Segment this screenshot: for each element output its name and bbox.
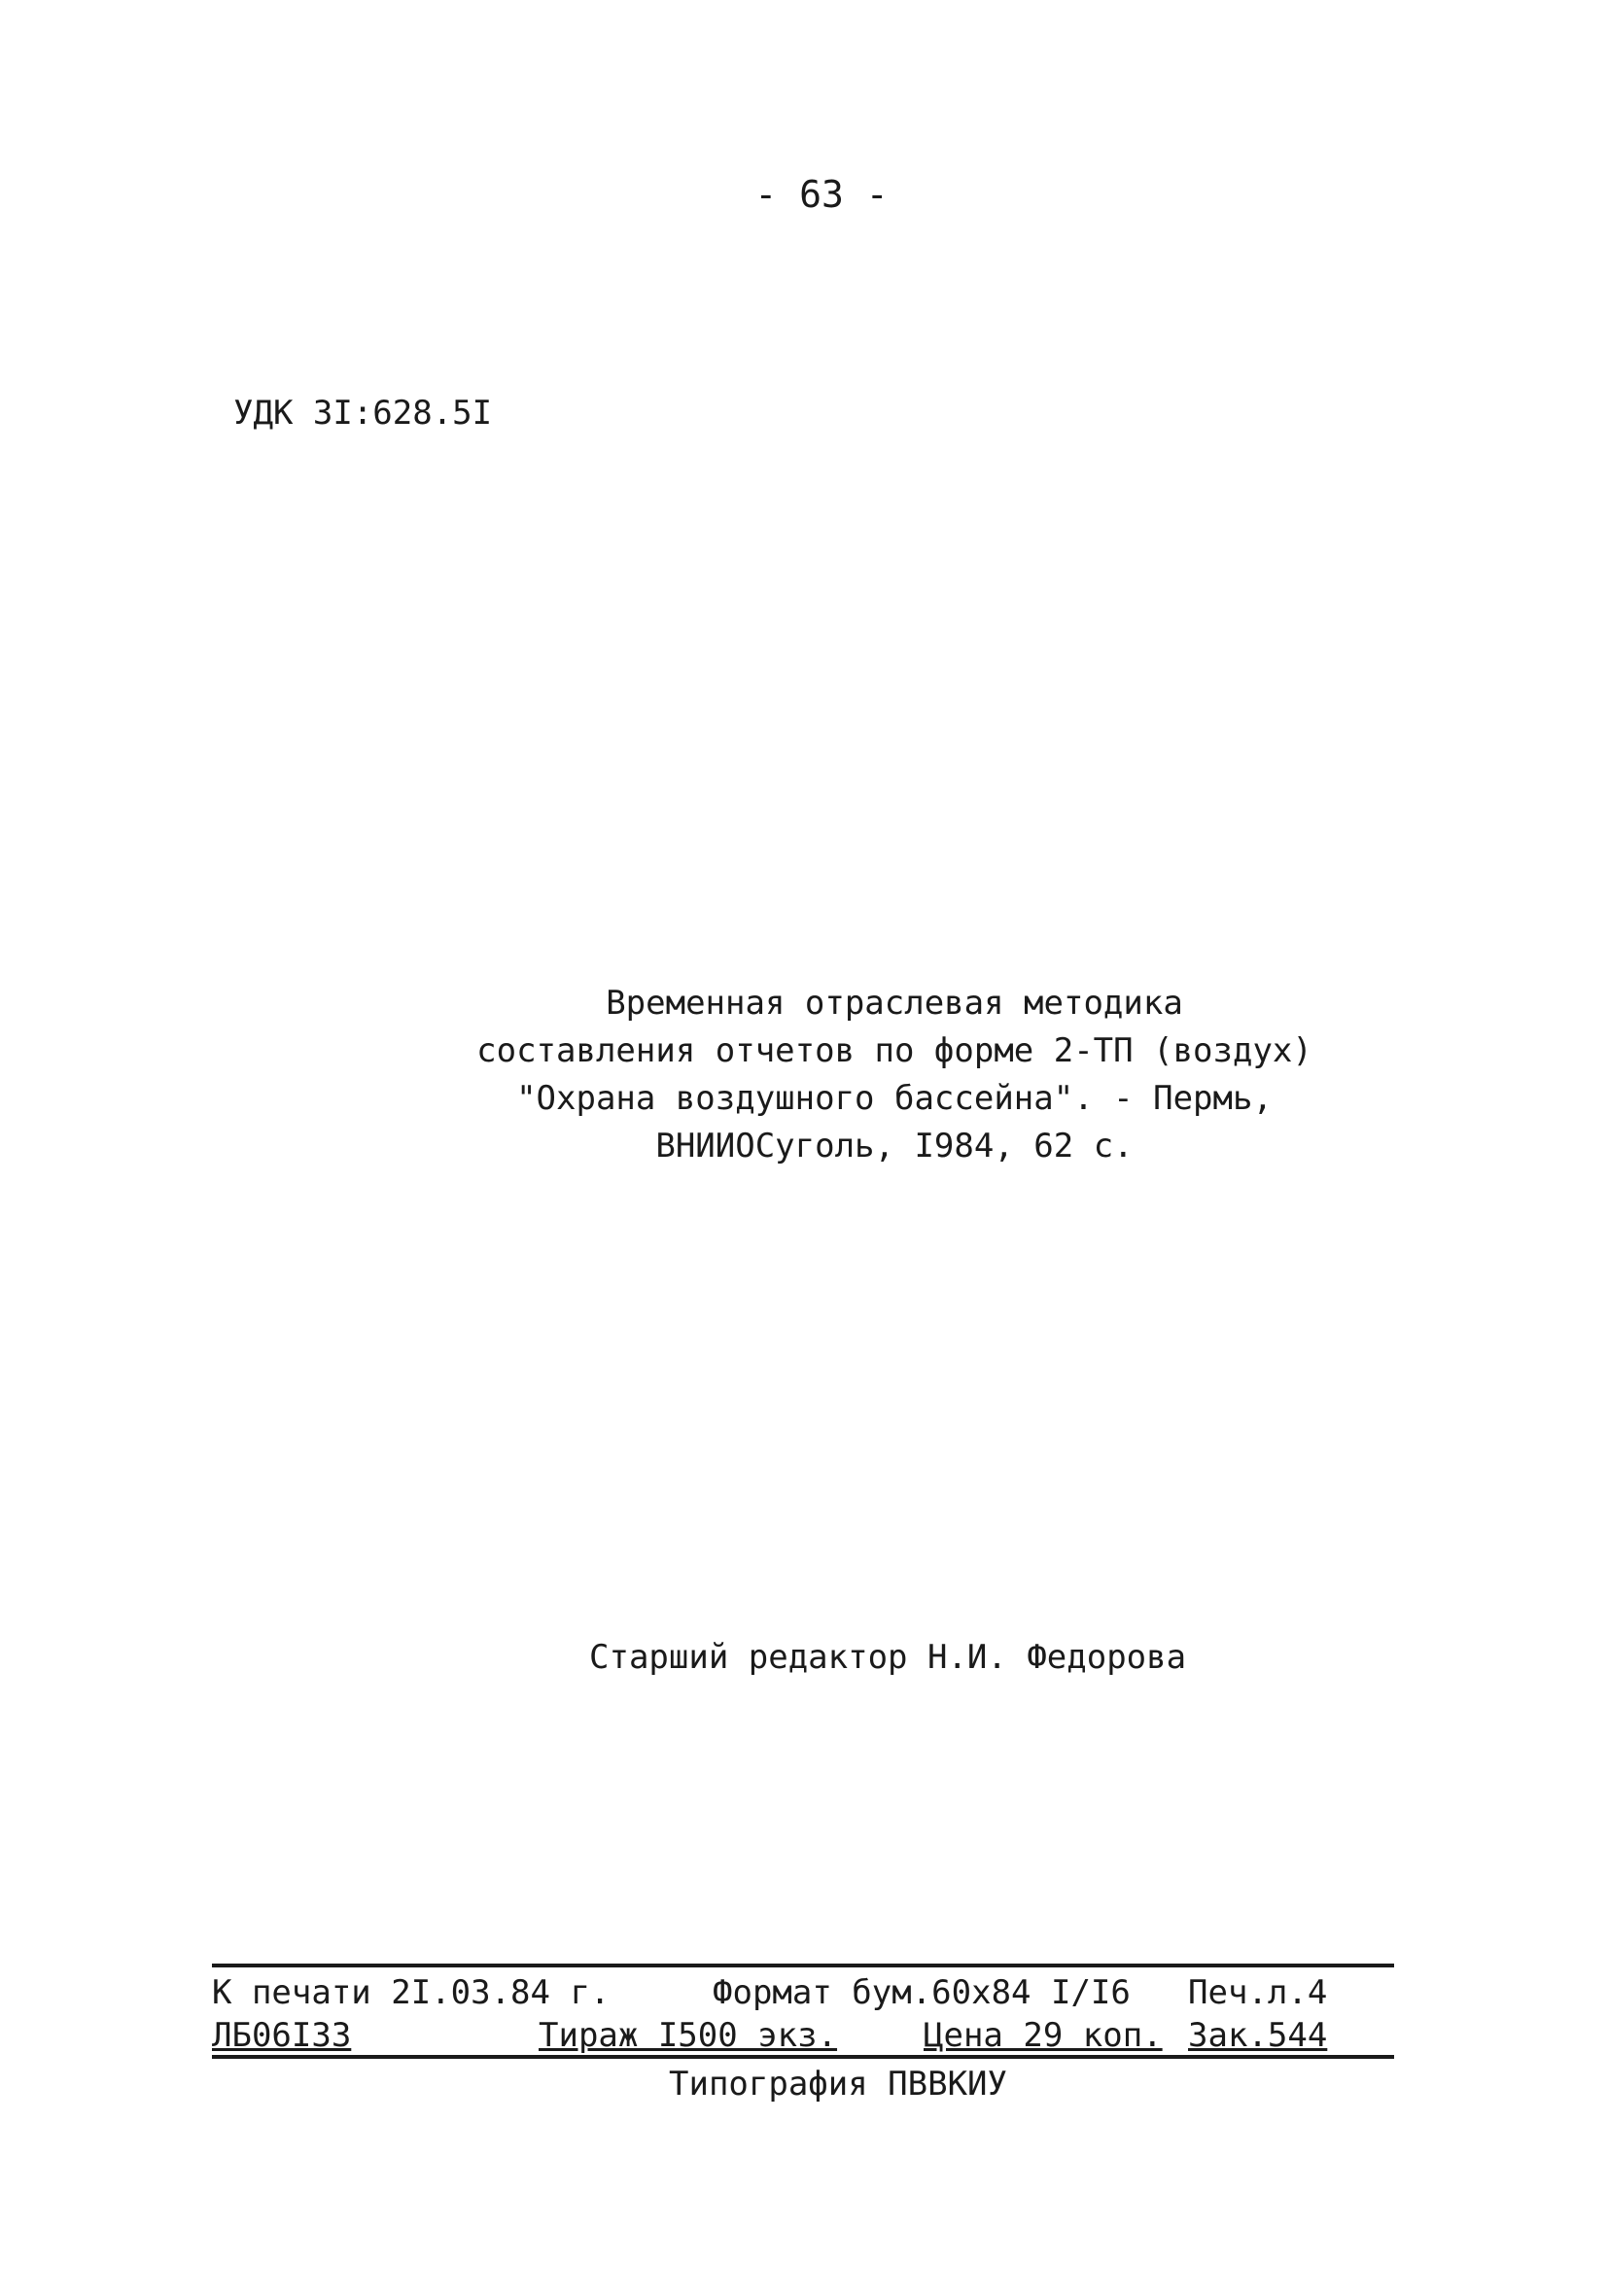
license-number: ЛБ06I33 (212, 2016, 352, 2055)
udc-code: УДК 3I:628.5I (233, 394, 493, 433)
printed-sheets: Печ.л.4 (1188, 1973, 1328, 2012)
abstract-line-2: составления отчетов по форме 2-ТП (воздух) (476, 1031, 1312, 1070)
imprint-top-rule (212, 1964, 1394, 1967)
senior-editor: Старший редактор Н.И. Федорова (589, 1638, 1187, 1677)
bibliographic-abstract (428, 980, 1361, 1170)
imprint-bottom-rule (212, 2055, 1394, 2059)
abstract-line-4: ВНИИОСуголь, I984, 62 с. (655, 1127, 1134, 1165)
press-date: К печати 2I.03.84 г. (212, 1973, 611, 2012)
page-number: - 63 - (754, 173, 889, 216)
abstract-line-3: "Охрана воздушного бассейна". - Пермь, (516, 1079, 1273, 1118)
abstract-line-1: Временная отраслевая методика (606, 984, 1183, 1023)
print-run: Тираж I500 экз. (539, 2016, 838, 2055)
order-number: Зак.544 (1188, 2016, 1328, 2055)
paper-format: Формат бум.60x84 I/I6 (713, 1973, 1131, 2012)
price: Цена 29 коп. (924, 2016, 1163, 2055)
printing-house: Типография ПВВКИУ (669, 2065, 1007, 2104)
